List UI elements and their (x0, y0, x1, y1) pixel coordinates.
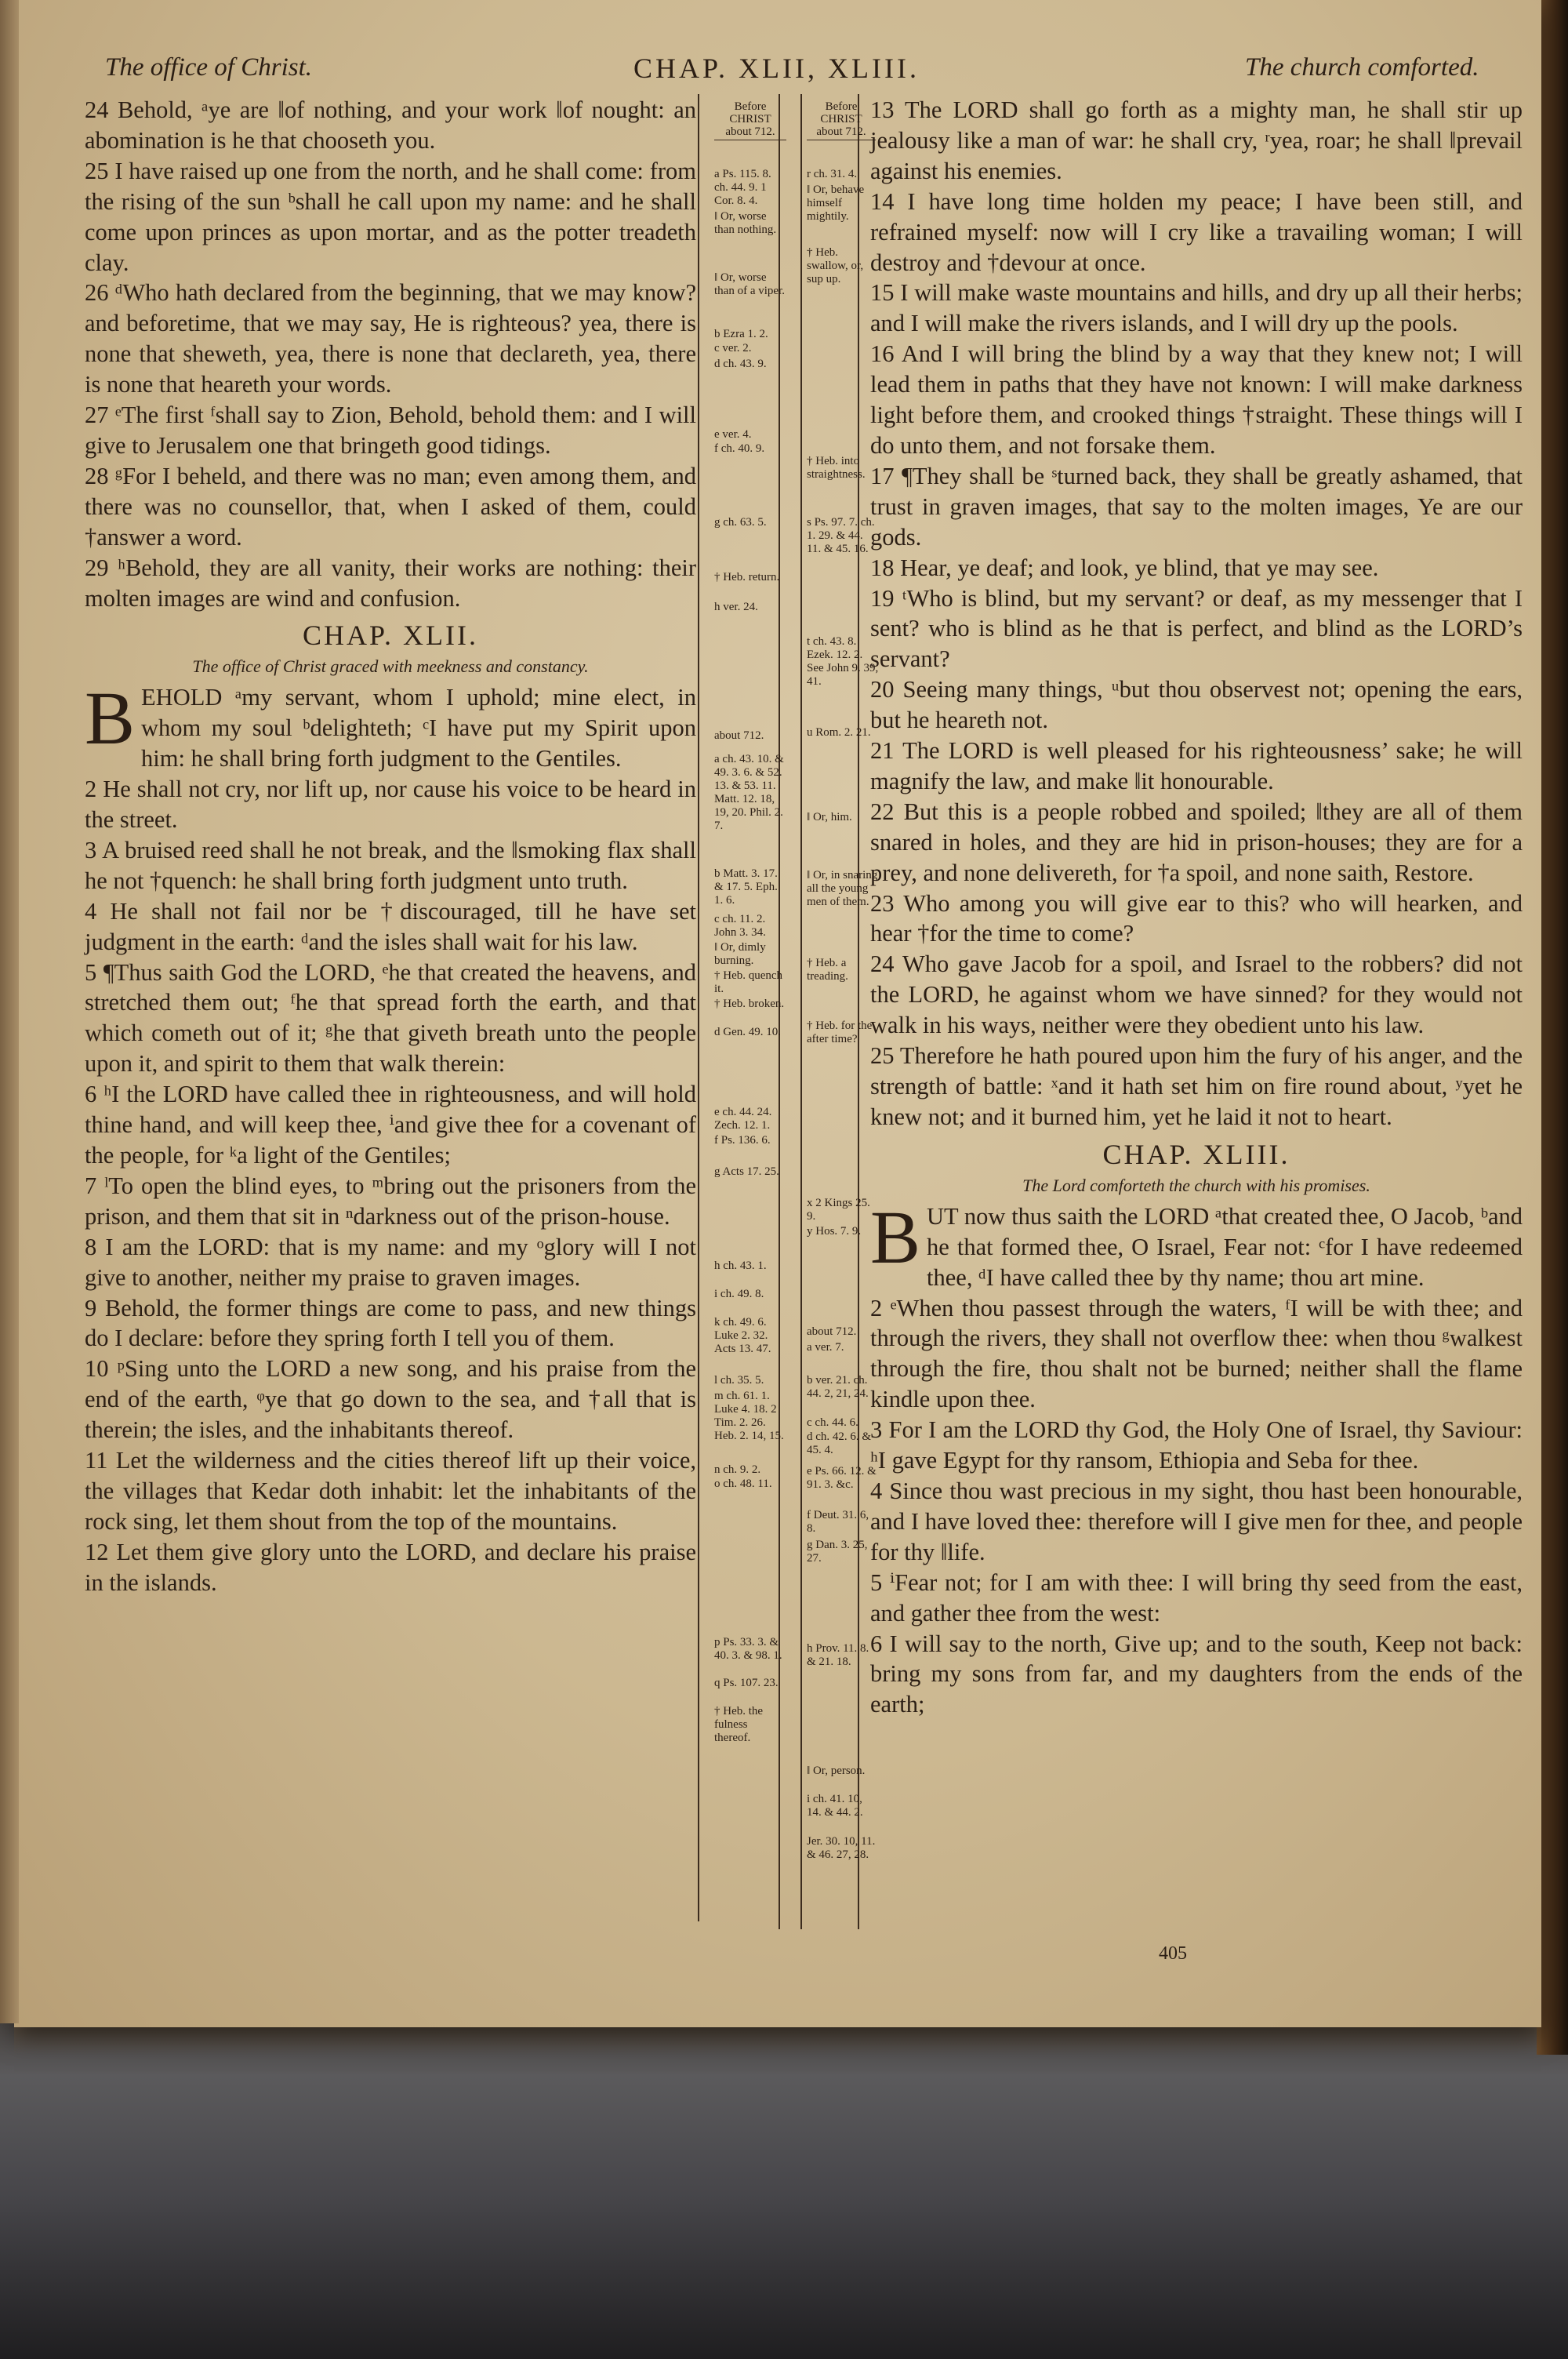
margin-note: g Acts 17. 25. (714, 1165, 779, 1178)
verse-42-18: 18 Hear, ye deaf; and look, ye blind, that ye may see. (870, 554, 1379, 581)
verse-42-6: 6 ʰI the LORD have called thee in righteousness, and will hold thine hand, and will keep thee, ⁱand give thee for a covenant of the people, for ᵏa light of the Gentiles; (85, 1081, 696, 1169)
margin-note: g Dan. 3. 25, 27. (807, 1539, 868, 1565)
margin-note: about 712. (807, 1325, 857, 1338)
margin-note: a Ps. 115. 8. ch. 44. 9. 1 Cor. 8. 4. (714, 168, 771, 207)
margin-note: † Heb. for the after time? (807, 1020, 873, 1045)
margin-note: a ver. 7. (807, 1341, 844, 1354)
margin-note: e ver. 4. (714, 428, 752, 441)
verse-41-25: 25 I have raised up one from the north, and he shall come: from the rising of the sun ᵇshall he call upon my name: and he shall come upon princes as upon mortar, and as the potter treadeth clay. (85, 157, 696, 276)
verse-42-25: 25 Therefore he hath poured upon him the fury of his anger, and the strength of battle: ˣand it hath set him on fire round about, ʸyet he knew not; and it burned him, yet he laid it not to heart. (870, 1042, 1523, 1130)
verse-42-15: 15 I will make waste mountains and hills, and dry up all their herbs; and I will make the rivers islands, and I will dry up the pools. (870, 279, 1523, 337)
margin-note: h ver. 24. (714, 601, 758, 613)
margin-note: ‖ Or, in snaring all the young men of them. (807, 869, 878, 908)
margin-note: b Matt. 3. 17. & 17. 5. Eph. 1. 6. (714, 867, 778, 907)
margin-note: † Heb. into straightness. (807, 455, 866, 481)
verse-42-13: 13 The LORD shall go forth as a mighty man, he shall stir up jealousy like a man of war: he shall cry, ʳyea, roar; he shall ‖prevail against his enemies. (870, 96, 1523, 184)
margin-note: i ch. 49. 8. (714, 1288, 764, 1300)
margin-note: h ch. 43. 1. (714, 1259, 767, 1272)
facing-page-edge (0, 0, 19, 2023)
margin-note: † Heb. return. (714, 571, 780, 583)
margin-head-date: about 712. (725, 125, 775, 138)
bible-page (14, 0, 1541, 2027)
dropcap-42: B (85, 676, 136, 761)
margin-note: f Deut. 31. 6, 8. (807, 1509, 869, 1535)
verse-43-6: 6 I will say to the north, Give up; and to the south, Keep not back: bring my sons from far, and my daughters from the ends of the earth; (870, 1630, 1523, 1718)
margin-note: d ch. 43. 9. (714, 358, 767, 370)
margin-note: † Heb. broken. (714, 998, 785, 1010)
margin-note: i ch. 41. 10, 14. & 44. 2. (807, 1793, 863, 1819)
page-number: 405 (1159, 1943, 1187, 1964)
chapter-43-title: CHAP. XLIII. (1102, 1138, 1290, 1170)
margin-references-left (714, 100, 786, 1744)
verse-41-29: 29 ʰBehold, they are all vanity, their works are nothing: their molten images are wind and confusion. (85, 554, 696, 612)
margin-head-date: about 712. (816, 125, 866, 138)
column-rule-3 (800, 94, 802, 1929)
verse-42-5: 5 ¶Thus saith God the LORD, ᵉhe that created the heavens, and stretched them out; ᶠhe that spread forth the earth, and that which cometh out of it; ᵍhe that giveth breath unto the people upon it, and spirit to them that walk therein: (85, 958, 696, 1078)
margin-note: ‖ Or, person. (807, 1765, 866, 1777)
margin-note: s Ps. 97. 7. ch. 1. 29. & 44. 11. & 45. 16. (807, 516, 875, 555)
margin-note: r ch. 31. 4. (807, 168, 858, 180)
verse-42-4: 4 He shall not fail nor be †discouraged, till he have set judgment in the earth: ᵈand the isles shall wait for his law. (85, 897, 696, 955)
verse-42-9: 9 Behold, the former things are come to pass, and new things do I declare: before they spring forth I tell you of them. (85, 1294, 696, 1352)
verse-41-24: 24 Behold, ᵃye are ‖of nothing, and your work ‖of nought: an abomination is he that chooseth you. (85, 96, 696, 154)
verse-42-1 (85, 676, 696, 774)
running-head-left: The office of Christ. (105, 53, 312, 82)
verse-42-20: 20 Seeing many things, ᵘbut thou observest not; opening the ears, but he heareth not. (870, 676, 1523, 734)
book-edge (1537, 0, 1568, 2055)
chapter-43-summary: The Lord comforteth the church with his promises. (1022, 1175, 1370, 1195)
verse-42-10: 10 ᵖSing unto the LORD a new song, and his praise from the end of the earth, ᵠye that go down to the sea, and †all that is therein; the isles, and the inhabitants thereof. (85, 1355, 696, 1444)
margin-note: f ch. 40. 9. (714, 442, 765, 455)
margin-note: u Rom. 2. 21. (807, 726, 871, 739)
margin-head-left (714, 100, 786, 140)
verse-42-22: 22 But this is a people robbed and spoiled; ‖they are all of them snared in holes, and they are hid in prison-houses; they are for a prey, and none delivereth, for †a spoil, and none saith, Restore. (870, 798, 1523, 886)
chapter-42-title: CHAP. XLII. (302, 620, 478, 652)
verse-42-7: 7 ˡTo open the blind eyes, to ᵐbring out the prisoners from the prison, and them that sit in ⁿdarkness out of the prison-house. (85, 1172, 696, 1230)
verse-42-8: 8 I am the LORD: that is my name: and my ᵒglory will I not give to another, neither my praise to graven images. (85, 1233, 696, 1291)
verse-42-11: 11 Let the wilderness and the cities thereof lift up their voice, the villages that Kedar doth inhabit: let the inhabitants of the rock sing, let them shout from the top of the mountains. (85, 1447, 696, 1535)
verse-43-2: 2 ᵉWhen thou passest through the waters, ᶠI will be with thee; and through the rivers, they shall not overflow thee: when thou ᵍwalkest through the fire, thou shalt not be burned; neither shall the flame kindle upon thee. (870, 1294, 1523, 1413)
verse-42-1-text: EHOLD ᵃmy servant, whom I uphold; mine elect, in whom my soul ᵇdelighteth; ᶜI have put my Spirit upon him: he shall bring forth judgment to the Gentiles. (141, 684, 696, 772)
verse-43-4: 4 Since thou wast precious in my sight, thou hast been honourable, and I have loved thee: therefore will I give men for thee, and people for thy ‖life. (870, 1477, 1523, 1565)
margin-note: ‖ Or, him. (807, 811, 852, 823)
verse-42-21: 21 The LORD is well pleased for his righteousness’ sake; he will magnify the law, and make ‖it honourable. (870, 737, 1523, 794)
margin-note: o ch. 48. 11. (714, 1478, 772, 1490)
verse-42-23: 23 Who among you will give ear to this? who will hearken, and hear †for the time to come? (870, 889, 1523, 947)
margin-note: k ch. 49. 6. Luke 2. 32. Acts 13. 47. (714, 1316, 771, 1355)
margin-note: n ch. 9. 2. (714, 1463, 761, 1476)
text-column-right (870, 95, 1523, 1720)
margin-note: about 712. (714, 729, 764, 742)
margin-note: a ch. 43. 10. & 49. 3. 6. & 52. 13. & 53. 11. Matt. 12. 18, 19, 20. Phil. 2. 7. (714, 753, 784, 832)
verse-42-19: 19 ᵗWho is blind, but my servant? or deaf, as my messenger that I sent? who is blind as he that is perfect, and blind as the LORD’s servant? (870, 584, 1523, 673)
margin-note: ‖ Or, worse than nothing. (714, 210, 777, 236)
chapter-42-summary: The office of Christ graced with meekness and constancy. (192, 656, 589, 677)
margin-note: c ch. 11. 2. John 3. 34. (714, 913, 766, 939)
margin-note: p Ps. 33. 3. & 40. 3. & 98. 1. (714, 1636, 782, 1662)
margin-note: q Ps. 107. 23. (714, 1677, 779, 1689)
margin-note: t ch. 43. 8. Ezek. 12. 2. See John 9. 39, 41. (807, 635, 879, 688)
margin-head-right (807, 100, 876, 140)
dropcap-43: B (870, 1194, 921, 1279)
verse-42-2: 2 He shall not cry, nor lift up, nor cause his voice to be heard in the street. (85, 776, 696, 834)
verse-43-1 (870, 1194, 1523, 1293)
verse-42-14: 14 I have long time holden my peace; I have been still, and refrained myself: now will I cry like a travailing woman; I will destroy and †devour at once. (870, 187, 1523, 276)
margin-note: m ch. 61. 1. Luke 4. 18. 2 Tim. 2. 26. Heb. 2. 14, 15. (714, 1390, 784, 1442)
verse-42-16: 16 And I will bring the blind by a way that they knew not; I will lead them in paths that they have not known: I will make darkness light before them, and crooked things †straight. These things will I do unto them, and not forsake them. (870, 340, 1523, 459)
margin-head-christ: CHRIST (820, 113, 862, 125)
verse-42-3: 3 A bruised reed shall he not break, and the ‖smoking flax shall he not †quench: he shall bring forth judgment unto truth. (85, 836, 696, 894)
verse-42-12: 12 Let them give glory unto the LORD, and declare his praise in the islands. (85, 1538, 696, 1596)
margin-note: † Heb. quench it. (714, 969, 783, 995)
margin-note: g ch. 63. 5. (714, 516, 767, 529)
margin-note: b ver. 21. ch. 44. 2, 21, 24. (807, 1374, 869, 1400)
margin-note: x 2 Kings 25. 9. (807, 1197, 870, 1223)
margin-references-right (807, 100, 879, 1861)
margin-note: l ch. 35. 5. (714, 1374, 764, 1387)
verse-42-24: 24 Who gave Jacob for a spoil, and Israel to the robbers? did not the LORD, he against whom we have sinned? for they would not walk in his ways, neither were they obedient unto his law. (870, 951, 1523, 1039)
margin-note: c ch. 44. 6. (807, 1416, 858, 1429)
margin-note: c ver. 2. (714, 342, 752, 354)
margin-note: e ch. 44. 24. Zech. 12. 1. (714, 1106, 772, 1132)
margin-note: † Heb. a treading. (807, 957, 848, 983)
column-rule-1 (698, 94, 699, 1921)
margin-note: † Heb. the fulness thereof. (714, 1705, 764, 1744)
verse-43-3: 3 For I am the LORD thy God, the Holy One of Israel, thy Saviour: ʰI gave Egypt for thy ransom, Ethiopia and Seba for thee. (870, 1416, 1523, 1474)
margin-note: y Hos. 7. 9. (807, 1225, 862, 1238)
verse-41-28: 28 ᵍFor I beheld, and there was no man; even among them, and there was no counsellor, that, when I asked of them, could †answer a word. (85, 462, 696, 551)
margin-head-before: Before (734, 100, 767, 113)
verse-42-17: 17 ¶They shall be ˢturned back, they shall be greatly ashamed, that trust in graven images, that say to the molten images, Ye are our gods. (870, 462, 1523, 551)
margin-note: e Ps. 66. 12. & 91. 3. &c. (807, 1465, 877, 1491)
margin-note: d ch. 42. 6. & 45. 4. (807, 1430, 872, 1456)
margin-note: h Prov. 11. 8. & 21. 18. (807, 1642, 869, 1668)
margin-note: ‖ Or, behave himself mightily. (807, 184, 865, 223)
margin-note: ‖ Or, dimly burning. (714, 941, 766, 967)
verse-41-27: 27 ᵉThe first ᶠshall say to Zion, Behold, behold them: and I will give to Jerusalem one that bringeth good tidings. (85, 402, 696, 459)
margin-note: Jer. 30. 10, 11. & 46. 27, 28. (807, 1835, 876, 1861)
verse-41-26: 26 ᵈWho hath declared from the beginning, that we may know? and beforetime, that we may say, He is righteous? yea, there is none that sheweth, yea, there is none that declareth, yea, there is none that heareth your words. (85, 279, 696, 398)
margin-note: b Ezra 1. 2. (714, 328, 768, 340)
margin-note: ‖ Or, worse than of a viper. (714, 271, 785, 297)
margin-note: d Gen. 49. 10. (714, 1026, 781, 1038)
margin-head-christ: CHRIST (729, 113, 771, 125)
margin-note: † Heb. swallow, or, sup up. (807, 246, 864, 285)
running-head-center: CHAP. XLII, XLIII. (633, 53, 920, 84)
verse-43-5: 5 ⁱFear not; for I am with thee: I will bring thy seed from the east, and gather thee from the west: (870, 1568, 1523, 1627)
verse-43-1-text: UT now thus saith the LORD ᵃthat created thee, O Jacob, ᵇand he that formed thee, O Israel, Fear not: ᶜfor I have redeemed thee, ᵈI have called thee by thy name; thou art mine. (927, 1202, 1523, 1291)
margin-head-before: Before (825, 100, 858, 113)
text-column-left (85, 95, 696, 1598)
running-head-right: The church comforted. (1245, 53, 1479, 82)
margin-note: f Ps. 136. 6. (714, 1134, 771, 1147)
